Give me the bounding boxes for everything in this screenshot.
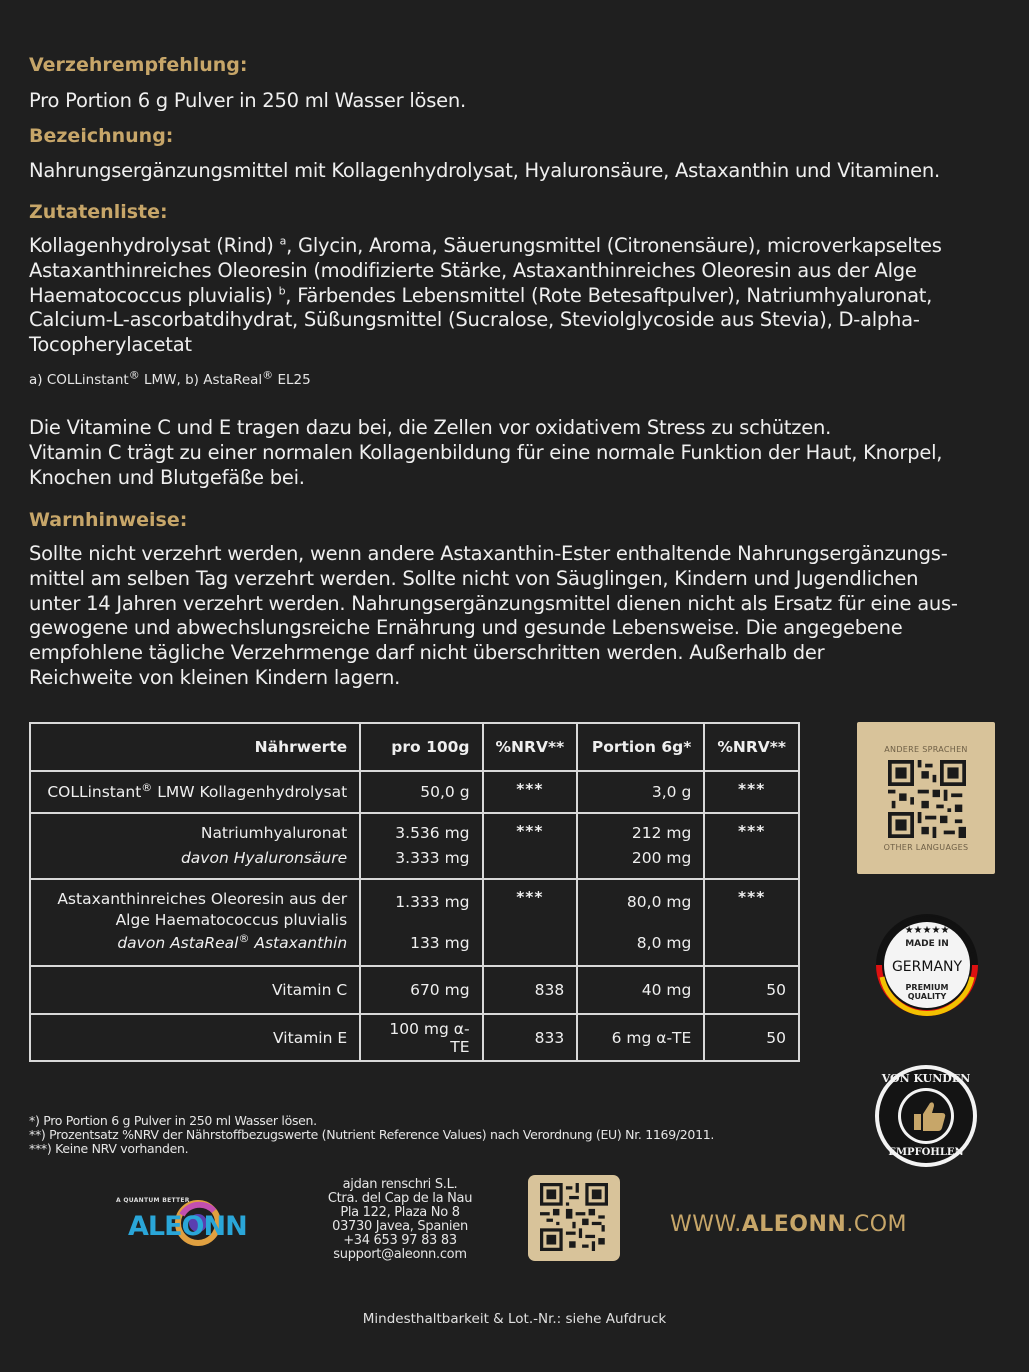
header-nrv-portion: %NRV** (704, 723, 799, 771)
row-astax-portion: 80,0 mg 8,0 mg (577, 879, 704, 966)
table-row (30, 879, 799, 966)
footnotes: *) Pro Portion 6 g Pulver in 250 ml Wasser lösen. **) Prozentsatz %NRV der Nährstoffbezugswerte (Nutrient Reference Values) nach Verordnung (EU) Nr. 1169/2011. ***) Keine NRV vorhanden. (29, 1113, 715, 1156)
germany-badge-country: GERMANY (891, 959, 963, 975)
table-header-row (30, 723, 799, 771)
designation-text: Nahrungsergänzungsmittel mit Kollagenhydrolysat, Hyaluronsäure, Astaxanthin und Vitaminen. (29, 159, 940, 182)
website-link[interactable]: WWW.ALEONN.COM (670, 1212, 907, 1237)
designation-heading: Bezeichnung: (29, 125, 174, 147)
row-vitc-per100: 670 mg (360, 966, 482, 1014)
qr-code-icon (540, 1183, 608, 1251)
best-before-note: Mindesthaltbarkeit & Lot.-Nr.: siehe Aufdruck (362, 1311, 667, 1327)
logo-name: ALEONN (128, 1211, 247, 1242)
header-nrv-100g: %NRV** (483, 723, 578, 771)
qr-code-icon (888, 760, 966, 838)
row-astax-per100: 1.333 mg 133 mg (360, 879, 482, 966)
row-vitc-nrv100: 838 (483, 966, 578, 1014)
company-address: ajdan renschri S.L. Ctra. del Cap de la Nau Pla 122, Plaza No 8 03730 Javea, Spanien +34 653 97 83 83 support@aleonn.com (327, 1177, 473, 1262)
ingredients-text: Kollagenhydrolysat (Rind) $^a$, Glycin, Aroma, Säuerungsmittel (Citronensäure), microverkapseltes Astaxanthinreiches Oleoresin (modifizierte Stärke, Astaxanthinreiches Oleoresin aus der Alge Haematococcus pluvialis) $^b$, Färbendes Lebensmittel (Rote Betesaftpulver), Natriumhyaluronat, Calcium-L-ascorbatdihydrat, Süßungsmittel (Sucralose, Steviolglycoside aus Stevia), D-alpha- Tocopherylacetat (29, 234, 942, 357)
nutrition-table (29, 722, 800, 1062)
table-row (30, 813, 799, 879)
row-vite-name: Vitamin E (30, 1014, 360, 1061)
brands-note: a) COLLinstant® LMW, b) AstaReal® EL25 (29, 368, 311, 388)
row-vitc-nrvportion: 50 (704, 966, 799, 1014)
header-per-100g: pro 100g (360, 723, 482, 771)
ingredients-heading: Zutatenliste: (29, 201, 168, 223)
row-hyaluron-nrv100: *** (483, 813, 578, 879)
row-vite-per100: 100 mg α-TE (360, 1014, 482, 1061)
usage-heading: Verzehrempfehlung: (29, 54, 248, 76)
customer-recommended-badge (874, 1064, 978, 1168)
germany-badge-made-in: MADE IN (905, 939, 949, 949)
customer-badge-top: VON KUNDEN (881, 1072, 971, 1085)
row-hyaluron-nrvportion: *** (704, 813, 799, 879)
table-row (30, 771, 799, 813)
row-vitc-name: Vitamin C (30, 966, 360, 1014)
other-languages-qr-badge[interactable] (857, 722, 995, 874)
aleonn-logo (114, 1195, 274, 1251)
row-hyaluron-portion: 212 mg 200 mg (577, 813, 704, 879)
row-astax-name: Astaxanthinreiches Oleoresin aus der Alge Haematococcus pluvialis davon AstaReal® Astaxanthin (30, 879, 360, 966)
usage-text: Pro Portion 6 g Pulver in 250 ml Wasser lösen. (29, 89, 466, 112)
row-astax-nrvportion: *** (704, 879, 799, 966)
health-claims: Die Vitamine C und E tragen dazu bei, die Zellen vor oxidativem Stress zu schützen. Vitamin C trägt zu einer normalen Kollagenbildung für eine normale Funktion der Haut, Knorpel, Knochen und Blutgefäße bei. (29, 416, 943, 489)
made-in-germany-badge (875, 913, 979, 1017)
warnings-heading: Warnhinweise: (29, 509, 188, 531)
header-nutrients: Nährwerte (30, 723, 360, 771)
row-collagen-portion: 3,0 g (577, 771, 704, 813)
row-collagen-nrv100: *** (483, 771, 578, 813)
row-collagen-name: COLLinstant® LMW Kollagenhydrolysat (30, 771, 360, 813)
footer-qr-code[interactable] (528, 1175, 620, 1261)
row-vitc-portion: 40 mg (577, 966, 704, 1014)
qr-badge-top-label: ANDERE SPRACHEN (884, 745, 968, 754)
germany-badge-stars: ★★★★★ (904, 925, 950, 936)
row-vite-nrv100: 833 (483, 1014, 578, 1061)
qr-badge-bottom-label: OTHER LANGUAGES (883, 843, 969, 852)
logo-tagline: A QUANTUM BETTER (116, 1197, 190, 1204)
row-vite-portion: 6 mg α-TE (577, 1014, 704, 1061)
germany-badge-quality: PREMIUM QUALITY (905, 983, 949, 1001)
customer-badge-bottom: EMPFOHLEN (888, 1147, 964, 1158)
header-portion: Portion 6g* (577, 723, 704, 771)
row-hyaluron-name: Natriumhyaluronat davon Hyaluronsäure (30, 813, 360, 879)
table-row (30, 1014, 799, 1061)
warnings-text: Sollte nicht verzehrt werden, wenn andere Astaxanthin-Ester enthaltende Nahrungsergänzungs- mittel am selben Tag verzehrt werden. Sollte nicht von Säuglingen, Kindern und Jugendlichen unter 14 Jahren verzehrt werden. Nahrungsergänzungsmittel dienen nicht als Ersatz für eine aus- gewogene und abwechslungsreiche Ernährung und gesunde Lebensweise. Die angegebene empfohlene tägliche Verzehrmenge darf nicht überschritten werden. Außerhalb der Reichweite von kleinen Kindern lagern. (29, 542, 958, 689)
row-vite-nrvportion: 50 (704, 1014, 799, 1061)
row-collagen-per100: 50,0 g (360, 771, 482, 813)
row-collagen-nrvportion: *** (704, 771, 799, 813)
row-hyaluron-per100: 3.536 mg 3.333 mg (360, 813, 482, 879)
table-row (30, 966, 799, 1014)
row-astax-nrv100: *** (483, 879, 578, 966)
